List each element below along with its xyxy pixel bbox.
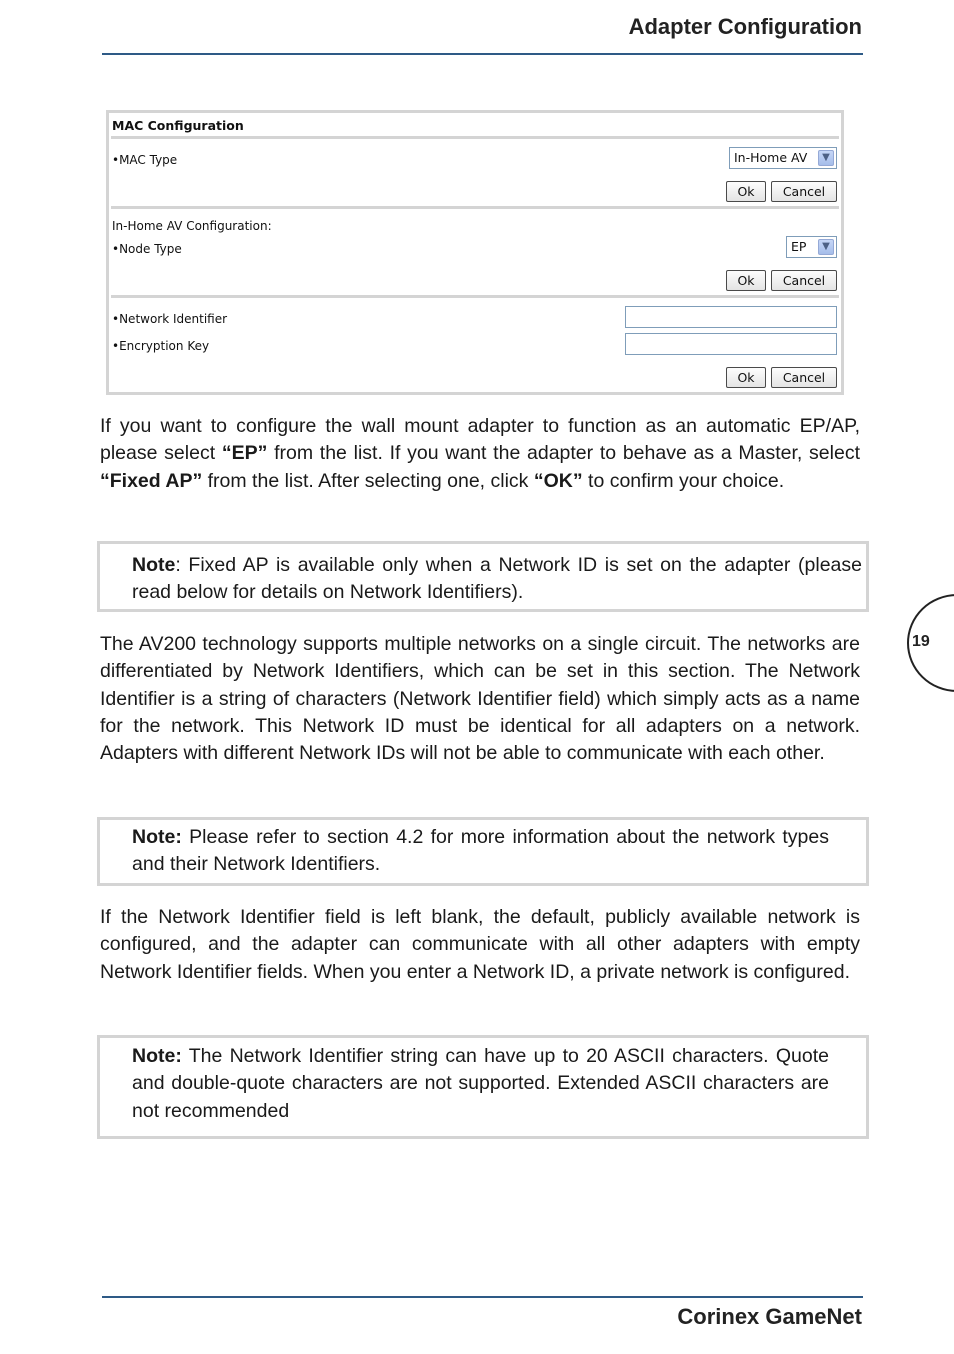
node-type-select[interactable]	[786, 236, 837, 258]
paragraph-text: from the list. After selecting one, click	[202, 469, 534, 492]
header-divider	[102, 53, 863, 55]
node-type-select-value: EP	[791, 239, 807, 254]
note-label: Note	[132, 554, 176, 576]
note-body: The Network Identifier string can have up to 20 ASCII characters. Quote and double-quote characters are not supported. Extended ASCII characters are not recommended	[132, 1045, 829, 1122]
note-box-fixed-ap	[97, 541, 869, 612]
mac-type-cancel-button[interactable]: Cancel	[771, 181, 837, 202]
mac-configuration-panel	[106, 110, 844, 395]
note-body: : Fixed AP is available only when a Network ID is set on the adapter (please read below for details on Network Identifiers).	[132, 554, 862, 604]
network-cancel-button[interactable]: Cancel	[771, 367, 837, 388]
note-box-section-reference	[97, 817, 869, 886]
running-header-title: Adapter Configuration	[628, 14, 862, 39]
note-text	[132, 824, 829, 879]
footer-divider	[102, 1296, 863, 1298]
note-label: Note:	[132, 826, 182, 848]
ok-emphasis: “OK”	[533, 469, 583, 492]
network-identifier-label: •Network Identifier	[112, 312, 228, 326]
network-ok-button[interactable]: Ok	[726, 367, 766, 388]
note-text	[132, 1043, 829, 1125]
panel-divider	[111, 136, 839, 139]
encryption-key-input[interactable]	[625, 333, 837, 355]
node-type-ok-button[interactable]: Ok	[726, 270, 766, 291]
paragraph-text: to confirm your choice.	[582, 469, 785, 492]
mac-type-ok-button[interactable]: Ok	[726, 181, 766, 202]
node-type-label: •Node Type	[112, 242, 182, 256]
chevron-down-icon: ▼	[818, 239, 834, 255]
note-text	[132, 552, 862, 607]
network-identifier-input[interactable]	[625, 306, 837, 328]
node-type-cancel-button[interactable]: Cancel	[771, 270, 837, 291]
inhome-av-configuration-title: In-Home AV Configuration:	[112, 219, 272, 233]
note-body: Please refer to section 4.2 for more information about the network types and their Network Identifiers.	[132, 826, 829, 876]
ep-option-emphasis: “EP”	[221, 442, 268, 465]
note-box-identifier-limits	[97, 1035, 869, 1139]
paragraph-text: If you want to configure the wall mount adapter to function as an automatic EP/AP, please select	[100, 415, 860, 465]
mac-type-select-value: In-Home AV	[734, 150, 808, 165]
mac-type-label: •MAC Type	[112, 153, 178, 167]
mac-type-select[interactable]	[729, 147, 837, 169]
paragraph-text: from the list. If you want the adapter to behave as a Master, select	[267, 442, 860, 465]
page-number: 19	[912, 633, 930, 650]
ep-ap-instructions-paragraph	[100, 413, 860, 495]
panel-divider	[111, 295, 839, 298]
mac-configuration-title: MAC Configuration	[112, 118, 244, 133]
blank-network-identifier-paragraph: If the Network Identifier field is left blank, the default, publicly available network is configured, and the adapter can communicate with all other adapters with empty Network Identifier fields. When you enter a Network ID, a private network is configured.	[100, 906, 860, 983]
av200-networks-paragraph: The AV200 technology supports multiple networks on a single circuit. The networks are differentiated by Network Identifiers, which can be set in this section. The Network Identifier is a string of characters (Network Identifier field) which simply acts as a name for the network. This Network ID must be identical for all adapters on a network. Adapters with different Network IDs will not be able to communicate with each other.	[100, 633, 860, 765]
panel-divider	[111, 206, 839, 209]
running-footer-title: Corinex GameNet	[677, 1304, 862, 1329]
note-label: Note:	[132, 1045, 182, 1067]
encryption-key-label: •Encryption Key	[112, 339, 210, 353]
fixed-ap-option-emphasis: “Fixed AP”	[100, 469, 203, 492]
chevron-down-icon: ▼	[818, 150, 834, 166]
